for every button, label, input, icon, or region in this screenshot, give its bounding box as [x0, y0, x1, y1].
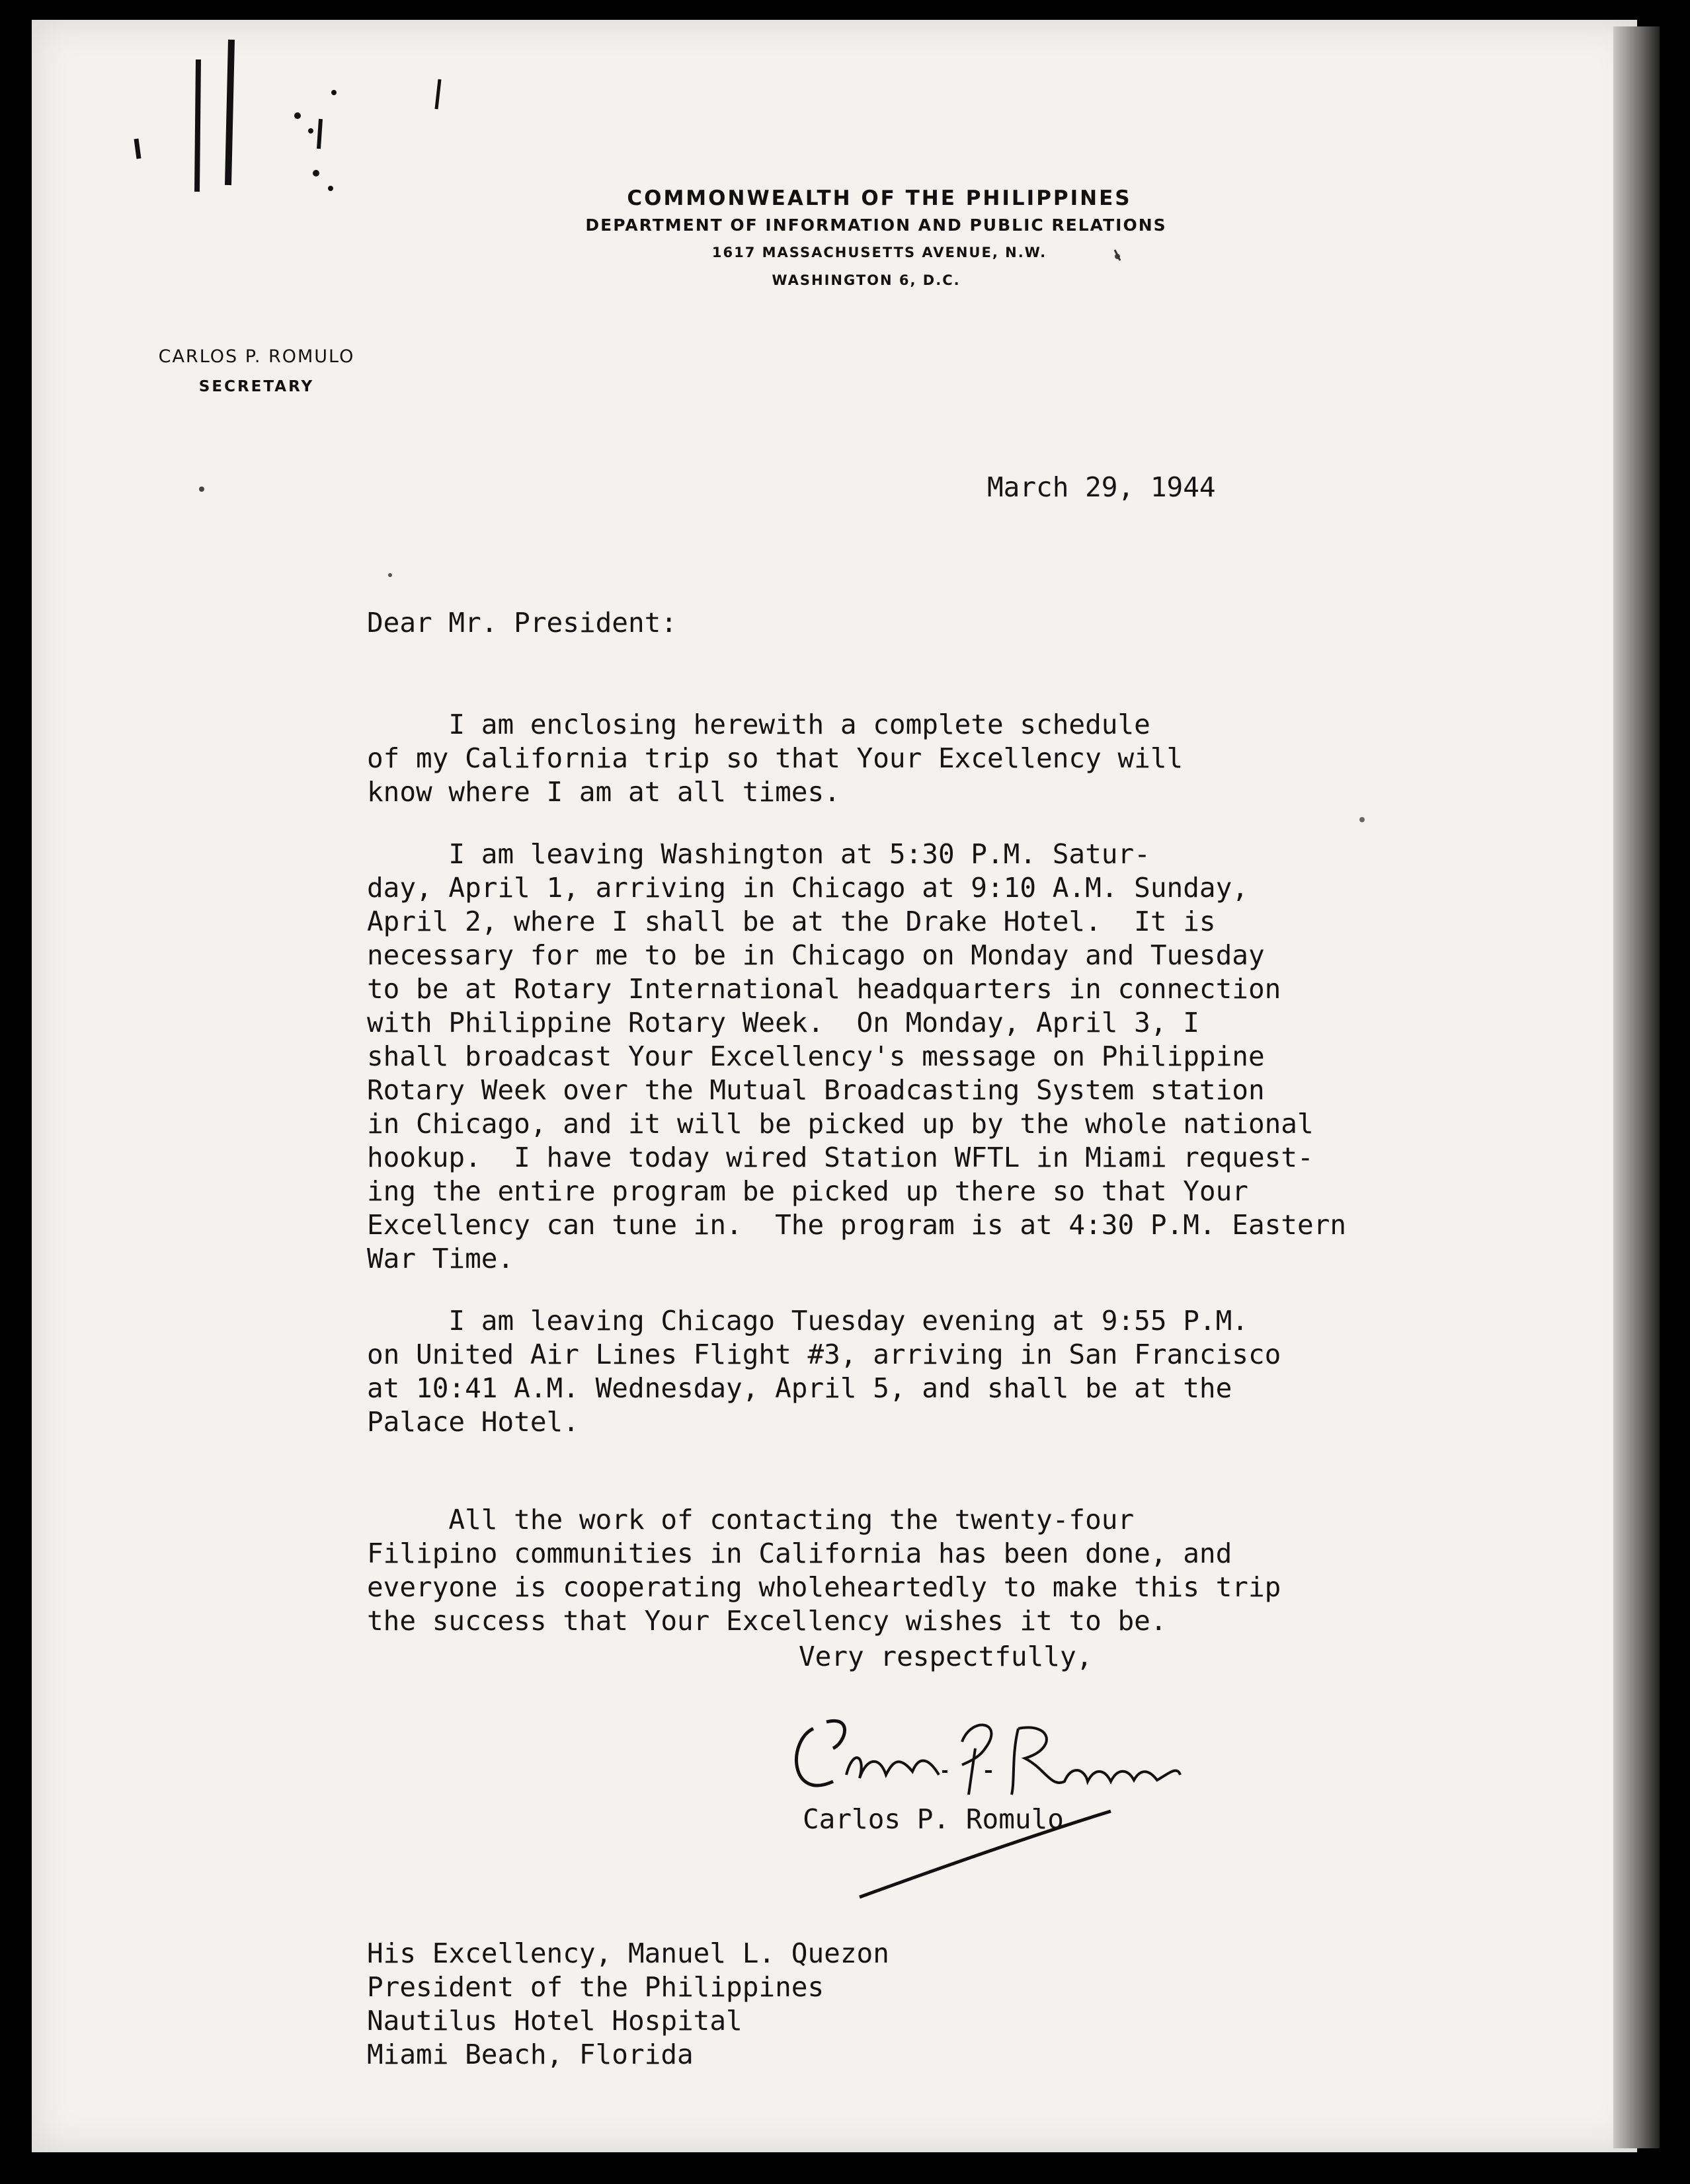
letterhead-address: 1617 MASSACHUSETTS AVENUE, N.W.: [711, 245, 1047, 260]
letter-date: March 29, 1944: [987, 471, 1216, 503]
letterhead-city: WASHINGTON 6, D.C.: [772, 272, 961, 288]
closing: Very respectfully,: [799, 1641, 1093, 1672]
letterhead-secretary-title: SECRETARY: [198, 378, 315, 395]
page-edge-shadow: [1613, 26, 1660, 2148]
letterhead-department: DEPARTMENT OF INFORMATION AND PUBLIC RELATIONS: [585, 215, 1167, 235]
addressee-block: His Excellency, Manuel L. Quezon President of the Philippines Nautilus Hotel Hospital Miami Beach, Florida: [367, 1937, 889, 2070]
paragraph-1: I am enclosing herewith a complete schedule of my California trip so that Your Excellency will know where I am at all times.: [367, 709, 1184, 808]
paragraph-2: I am leaving Washington at 5:30 P.M. Satur- day, April 1, arriving in Chicago at 9:10 A.M. Sunday, April 2, where I shall be at the Drake Hotel. It is necessary for me to be in Chicago on Monday and Tuesday to be at Rotary International headquarters in connection with Philippine Rotary Week. On Monday, April 3, I shall broadcast Your Excellency's message on Philippine Rotary Week over the Mutual Broadcasting System station in Chicago, and it will be picked up by the whole national hookup. I have today wired Station WFTL in Miami request- ing the entire program be picked up there so that Your Excellency can tune in. The program is at 4:30 P.M. Eastern War Time.: [367, 838, 1347, 1274]
paragraph-4: All the work of contacting the twenty-four Filipino communities in California has been done, and everyone is cooperating wholeheartedly to make this trip the success that Your Excellency wishes it to be.: [367, 1504, 1281, 1637]
letterhead-title: COMMONWEALTH OF THE PHILIPPINES: [627, 186, 1132, 210]
signer-name: Carlos P. Romulo: [803, 1803, 1064, 1835]
salutation: Dear Mr. President:: [367, 607, 677, 639]
letterhead-secretary-name: CARLOS P. ROMULO: [158, 346, 355, 367]
signature-flourish: [853, 1798, 1117, 1904]
paragraph-3: I am leaving Chicago Tuesday evening at 9:55 P.M. on United Air Lines Flight #3, arriving in San Francisco at 10:41 A.M. Wednesday, April 5, and shall be at the Palace Hotel.: [367, 1305, 1281, 1438]
